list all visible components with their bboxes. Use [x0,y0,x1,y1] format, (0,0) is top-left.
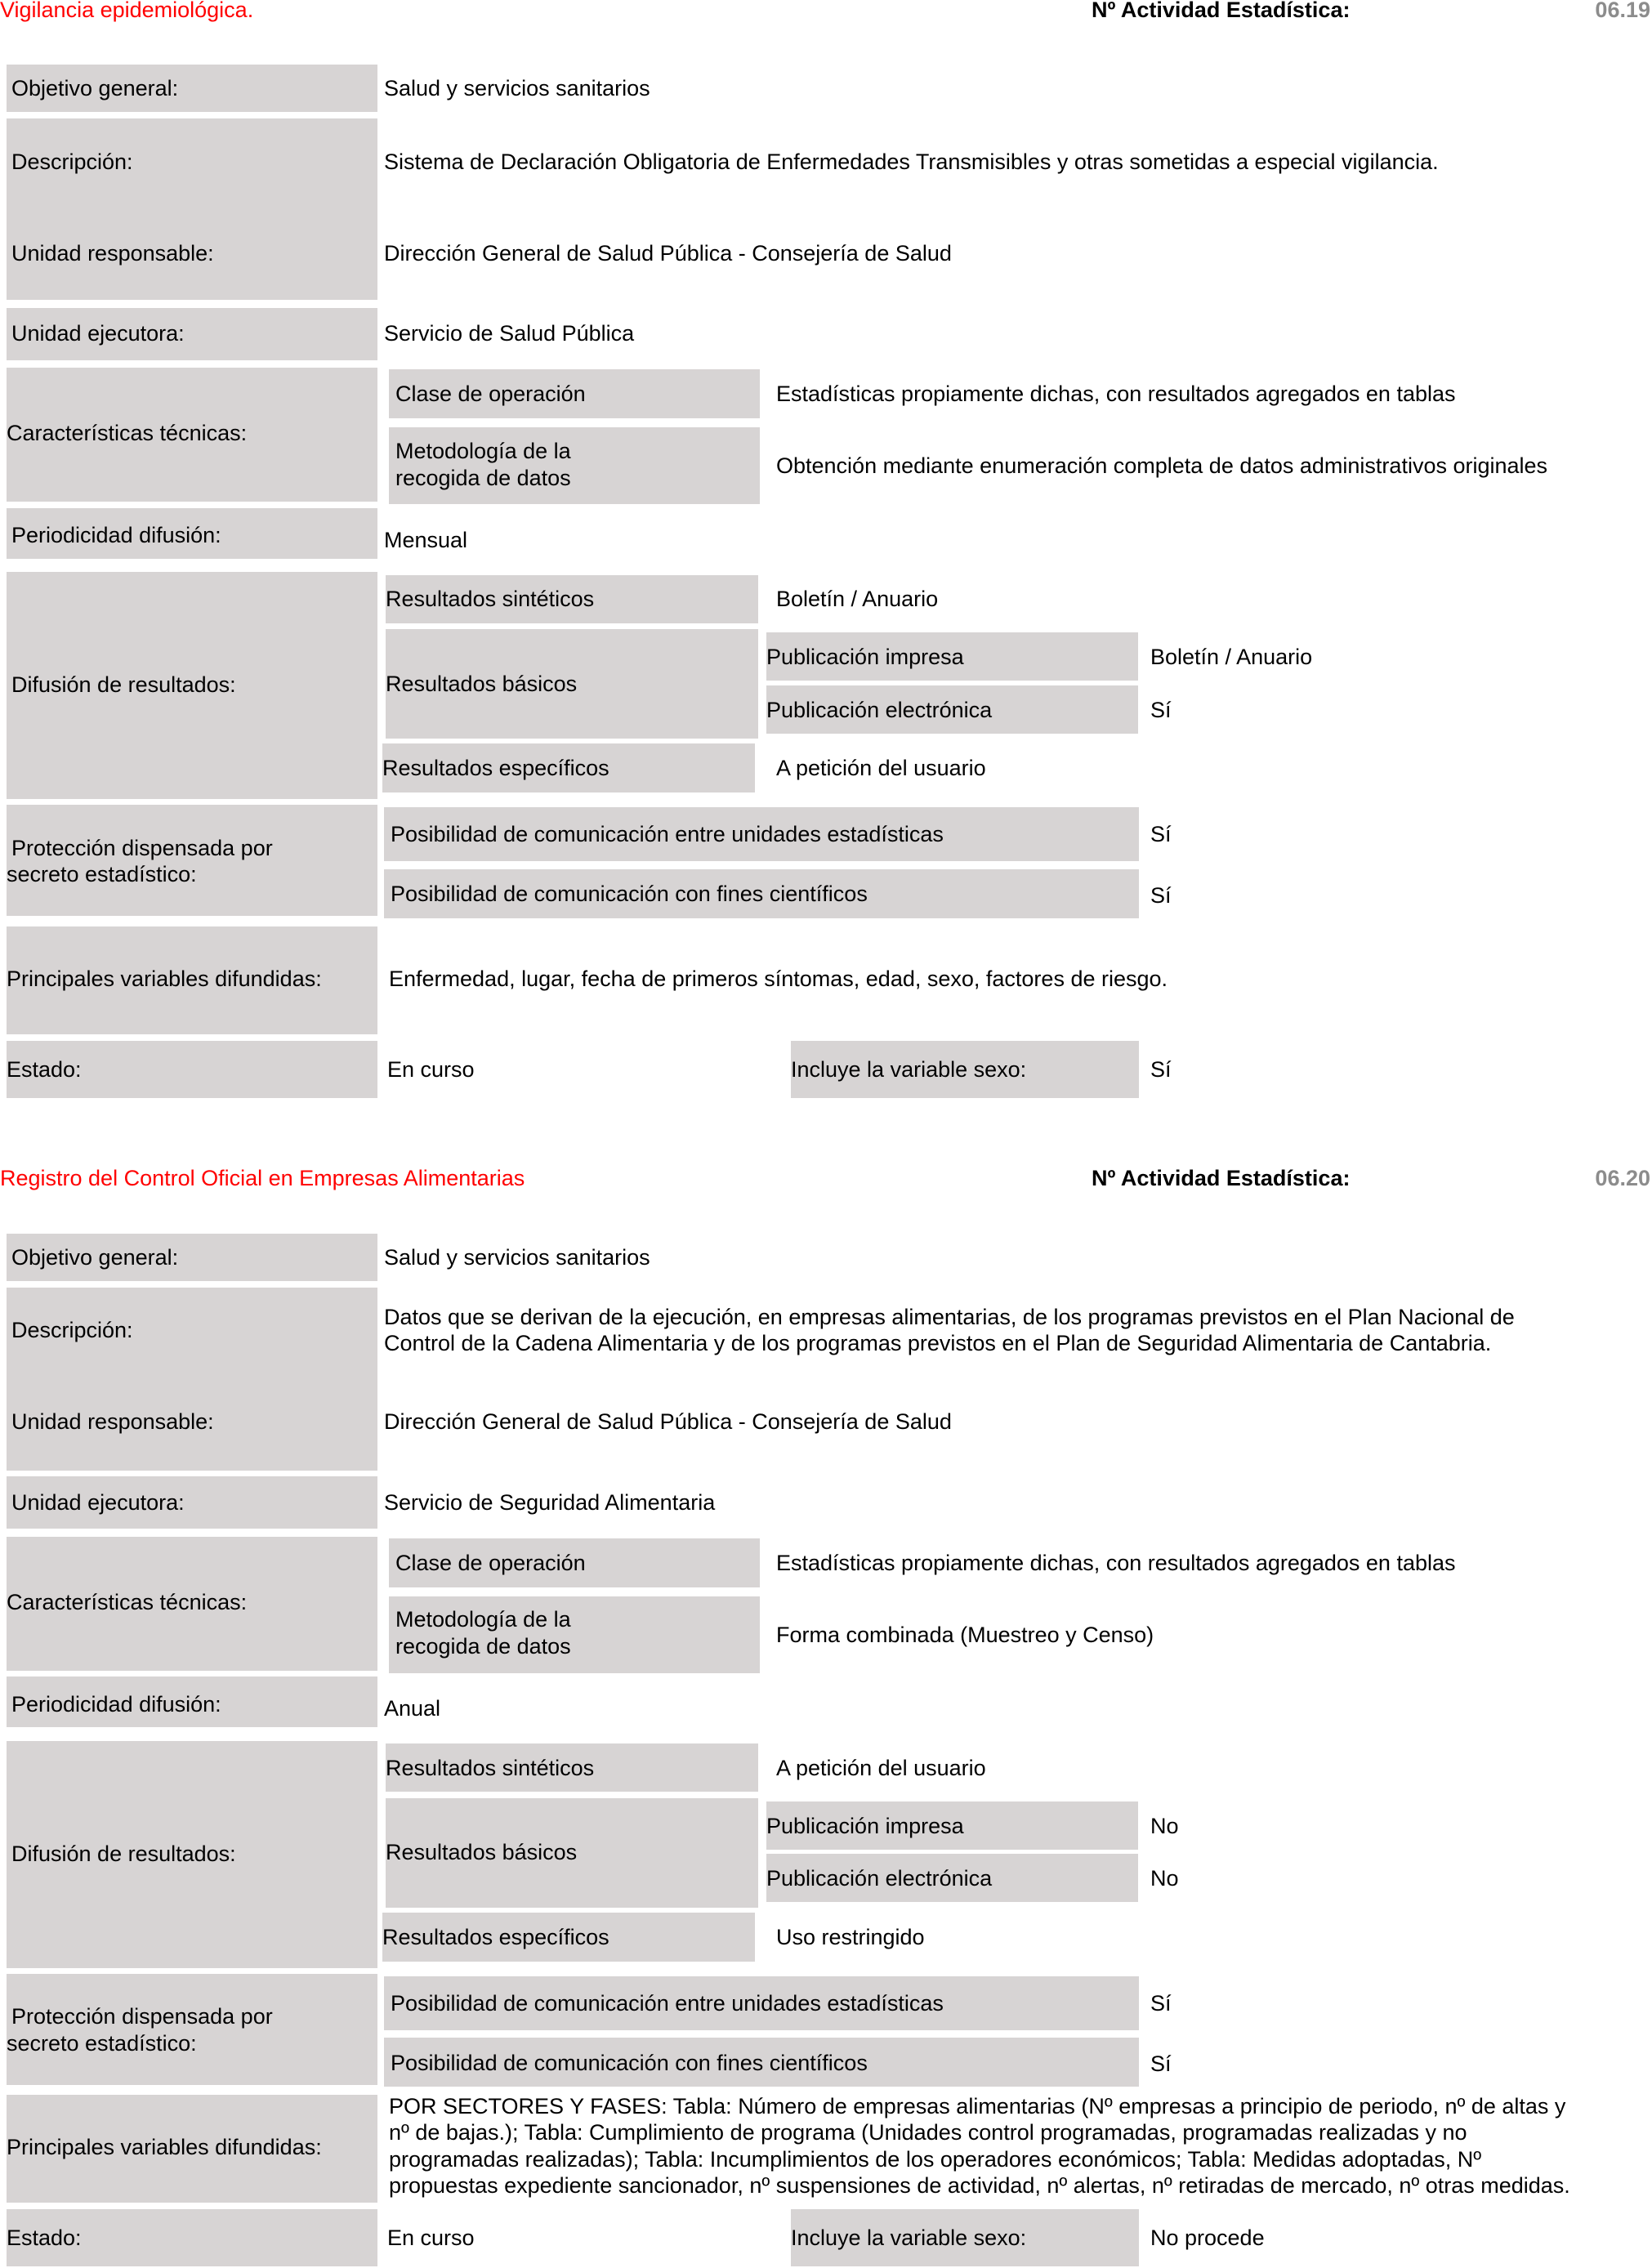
label-especificos: Resultados específicos [382,756,609,780]
label-cell-descripcion-responsable [7,1288,377,1471]
value-com-unidades: Sí [1150,822,1172,846]
label-proteccion-2: secreto estadístico: [7,862,197,886]
value-unidad-ejecutora: Servicio de Seguridad Alimentaria [384,1490,716,1515]
label-unidad-ejecutora: Unidad ejecutora: [11,321,185,346]
label-unidad-responsable: Unidad responsable: [11,241,214,266]
label-estado: Estado: [7,1057,82,1082]
label-com-unidades: Posibilidad de comunicación entre unidades estadísticas [391,1991,944,2016]
activity-title: Vigilancia epidemiológica. [0,0,254,22]
value-objetivo: Salud y servicios sanitarios [384,1245,650,1270]
value-especificos: Uso restringido [776,1925,925,1949]
value-variables-line-1: POR SECTORES Y FASES: Tabla: Número de empresas alimentarias (Nº empresas a principio de periodo, nº de altas y [389,2094,1566,2118]
value-estado: En curso [387,2226,475,2250]
label-com-cientificos: Posibilidad de comunicación con fines científicos [391,2051,868,2075]
label-clase-operacion: Clase de operación [395,1551,586,1575]
value-descripcion-line-1: Datos que se derivan de la ejecución, en empresas alimentarias, de los programas previstos en el Plan Nacional de [384,1305,1515,1329]
label-proteccion-2: secreto estadístico: [7,2031,197,2056]
label-periodicidad: Periodicidad difusión: [11,523,221,547]
value-descripcion: Sistema de Declaración Obligatoria de Enfermedades Transmisibles y otras sometidas a especial vigilancia. [384,150,1439,174]
value-pub-electronica: No [1150,1866,1179,1891]
value-sinteticos: A petición del usuario [776,1756,986,1780]
label-clase-operacion: Clase de operación [395,382,586,406]
label-sinteticos: Resultados sintéticos [386,587,595,611]
label-difusion: Difusión de resultados: [11,1842,236,1866]
value-metodologia: Forma combinada (Muestreo y Censo) [776,1623,1154,1647]
value-periodicidad: Mensual [384,528,468,552]
label-objetivo: Objetivo general: [11,1245,179,1270]
value-sexo: No procede [1150,2226,1265,2250]
value-sinteticos: Boletín / Anuario [776,587,939,611]
label-descripcion: Descripción: [11,150,133,174]
value-objetivo: Salud y servicios sanitarios [384,76,650,100]
label-pub-impresa: Publicación impresa [766,645,964,669]
value-clase-operacion: Estadísticas propiamente dichas, con resultados agregados en tablas [776,382,1456,406]
label-unidad-ejecutora: Unidad ejecutora: [11,1490,185,1515]
value-pub-electronica: Sí [1150,698,1172,722]
activity-number-label: Nº Actividad Estadística: [1092,0,1351,22]
value-descripcion-line-2: Control de la Cadena Alimentaria y de los programas previstos en el Plan de Seguridad Alimentaria de Cantabria. [384,1331,1492,1355]
label-com-cientificos: Posibilidad de comunicación con fines científicos [391,882,868,906]
value-variables-line-2: nº de bajas.); Tabla: Cumplimiento de programa (Unidades control programadas, programadas realizadas y no [389,2120,1467,2145]
label-sexo: Incluye la variable sexo: [791,1057,1027,1082]
label-pub-electronica: Publicación electrónica [766,1866,993,1891]
label-pub-impresa: Publicación impresa [766,1814,964,1838]
label-caracteristicas: Características técnicas: [7,421,248,445]
label-sinteticos: Resultados sintéticos [386,1756,595,1780]
label-proteccion-1: Protección dispensada por [11,836,273,860]
value-variables-line-3: programadas realizadas); Tabla: Incumplimientos de los operadores económicos; Tabla: Medidas adoptadas, Nº [389,2147,1482,2172]
value-pub-impresa: No [1150,1814,1179,1838]
label-variables: Principales variables difundidas: [7,967,322,991]
activity-number: 06.19 [1595,0,1650,22]
value-com-unidades: Sí [1150,1991,1172,2016]
label-metodologia-2: recogida de datos [395,1634,571,1659]
activity-title: Registro del Control Oficial en Empresas Alimentarias [0,1166,525,1190]
value-com-cientificos: Sí [1150,883,1172,908]
value-unidad-responsable: Dirección General de Salud Pública - Consejería de Salud [384,241,952,266]
value-periodicidad: Anual [384,1696,441,1721]
label-proteccion-1: Protección dispensada por [11,2004,273,2029]
label-metodologia-2: recogida de datos [395,466,571,490]
label-objetivo: Objetivo general: [11,76,179,100]
label-descripcion: Descripción: [11,1318,133,1342]
label-caracteristicas: Características técnicas: [7,1590,248,1614]
label-sexo: Incluye la variable sexo: [791,2226,1027,2250]
value-pub-impresa: Boletín / Anuario [1150,645,1313,669]
value-metodologia: Obtención mediante enumeración completa de datos administrativos originales [776,453,1548,478]
label-com-unidades: Posibilidad de comunicación entre unidades estadísticas [391,822,944,846]
value-clase-operacion: Estadísticas propiamente dichas, con resultados agregados en tablas [776,1551,1456,1575]
value-variables: Enfermedad, lugar, fecha de primeros síntomas, edad, sexo, factores de riesgo. [389,967,1168,991]
label-difusion: Difusión de resultados: [11,672,236,697]
label-estado: Estado: [7,2226,82,2250]
label-basicos: Resultados básicos [386,1840,578,1864]
value-variables-line-4: propuestas expediente sancionador, nº suspensiones de actividad, nº alertas, nº retiradas de mercado, nº otras medidas. [389,2173,1570,2198]
value-sexo: Sí [1150,1057,1172,1082]
label-pub-electronica: Publicación electrónica [766,698,993,722]
value-com-cientificos: Sí [1150,2051,1172,2076]
label-metodologia-1: Metodología de la [395,1607,571,1632]
value-especificos: A petición del usuario [776,756,986,780]
value-estado: En curso [387,1057,475,1082]
label-cell-descripcion-responsable [7,118,377,300]
label-unidad-responsable: Unidad responsable: [11,1409,214,1434]
label-metodologia-1: Metodología de la [395,439,571,463]
activity-number: 06.20 [1595,1166,1650,1190]
activity-number-label: Nº Actividad Estadística: [1092,1166,1351,1190]
value-unidad-responsable: Dirección General de Salud Pública - Consejería de Salud [384,1409,952,1434]
label-especificos: Resultados específicos [382,1925,609,1949]
label-variables: Principales variables difundidas: [7,2135,322,2159]
value-unidad-ejecutora: Servicio de Salud Pública [384,321,635,346]
label-basicos: Resultados básicos [386,672,578,696]
label-periodicidad: Periodicidad difusión: [11,1692,221,1717]
